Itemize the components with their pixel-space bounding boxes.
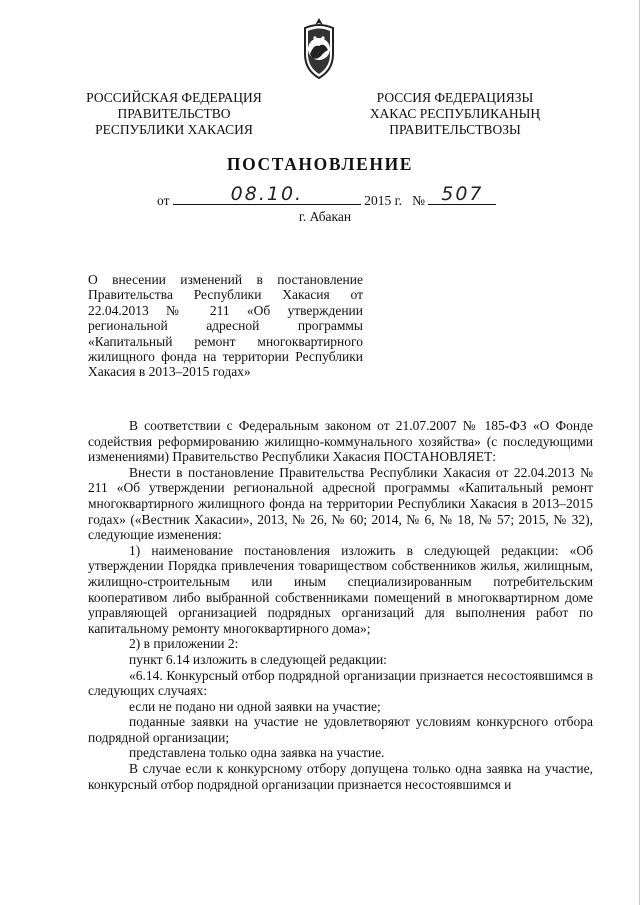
number-sign: №	[412, 193, 426, 208]
document-body	[88, 418, 593, 792]
handwritten-date: 08.10.	[230, 183, 304, 205]
date-field	[173, 183, 361, 205]
body-paragraph: поданные заявки на участие не удовлетворяют условиям конкурсного отбора подрядной организации;	[88, 714, 593, 745]
body-paragraph: 2) в приложении 2:	[129, 636, 239, 652]
number-field	[428, 183, 496, 205]
header-right-line: ХАКАС РЕСПУБЛИКАНЫҢ	[369, 106, 541, 121]
header-left-line: ПРАВИТЕЛЬСТВО	[117, 106, 231, 121]
header-right-line: ПРАВИТЕЛЬСТВОЗЫ	[389, 122, 521, 137]
document-title: ПОСТАНОВЛЕНИЕ	[226, 154, 414, 174]
body-paragraph: В соответствии с Федеральным законом от 21.07.2007 № 185-ФЗ «О Фонде содействия реформированию жилищно-коммунального хозяйства» (с последующими изменениями) Правительство Республики Хакасия ПОСТАНОВЛЯЕТ:	[88, 418, 593, 465]
body-paragraph: В случае если к конкурсному отбору допущена только одна заявка на участие, конкурсный отбор подрядной организации признается несостоявшимся и	[88, 761, 593, 792]
body-paragraph: 1) наименование постановления изложить в следующей редакции: «Об утверждении Порядка привлечения товариществом собственников жилья, жилищным, жилищно-строительным или иным специализированным потребительским кооперативом либо выбранной собственниками помещений в многоквартирном доме управляющей организацией подрядных организаций для выполнения работ по капитальному ремонту многоквартирного дома»;	[88, 542, 593, 636]
body-paragraph: Внести в постановление Правительства Республики Хакасия от 22.04.2013 № 211 «Об утверждении региональной адресной программы «Капитальный ремонт многоквартирного жилищного фонда на территории Республики Хакасия в 2013–2015 годах» («Вестник Хакасии», 2013, № 26, № 60; 2014, № 6, № 18, № 57; 2015, № 32), следующие изменения:	[88, 464, 593, 543]
date-number-line	[157, 183, 496, 209]
document-subject: О внесении изменений в постановление Правительства Республики Хакасия от 22.04.2013 № 211 «Об утверждении региональной адресной программы «Капитальный ремонт многоквартирного жилищного фонда на территории Республики Хакасия в 2013–2015 годах»	[88, 272, 363, 380]
body-paragraph: если не подано ни одной заявки на участие;	[129, 698, 381, 714]
date-prefix: от	[157, 193, 170, 208]
header-left-line: РЕСПУБЛИКИ ХАКАСИЯ	[95, 122, 253, 137]
header-right	[345, 90, 565, 138]
body-paragraph: «6.14. Конкурсный отбор подрядной организации признается несостоявшимся в следующих случаях:	[88, 667, 593, 699]
body-paragraph: пункт 6.14 изложить в следующей редакции:	[129, 651, 387, 667]
year-label: 2015 г.	[364, 193, 402, 208]
handwritten-number: 507	[441, 183, 484, 205]
coat-of-arms-icon	[297, 16, 341, 80]
header-right-line: РОССИЯ ФЕДЕРАЦИЯЗЫ	[376, 90, 534, 105]
body-paragraph: представлена только одна заявка на участие.	[129, 745, 385, 761]
header-left-line: РОССИЙСКАЯ ФЕДЕРАЦИЯ	[86, 90, 262, 105]
city-label: г. Абакан	[298, 209, 352, 224]
header-left	[64, 90, 284, 138]
